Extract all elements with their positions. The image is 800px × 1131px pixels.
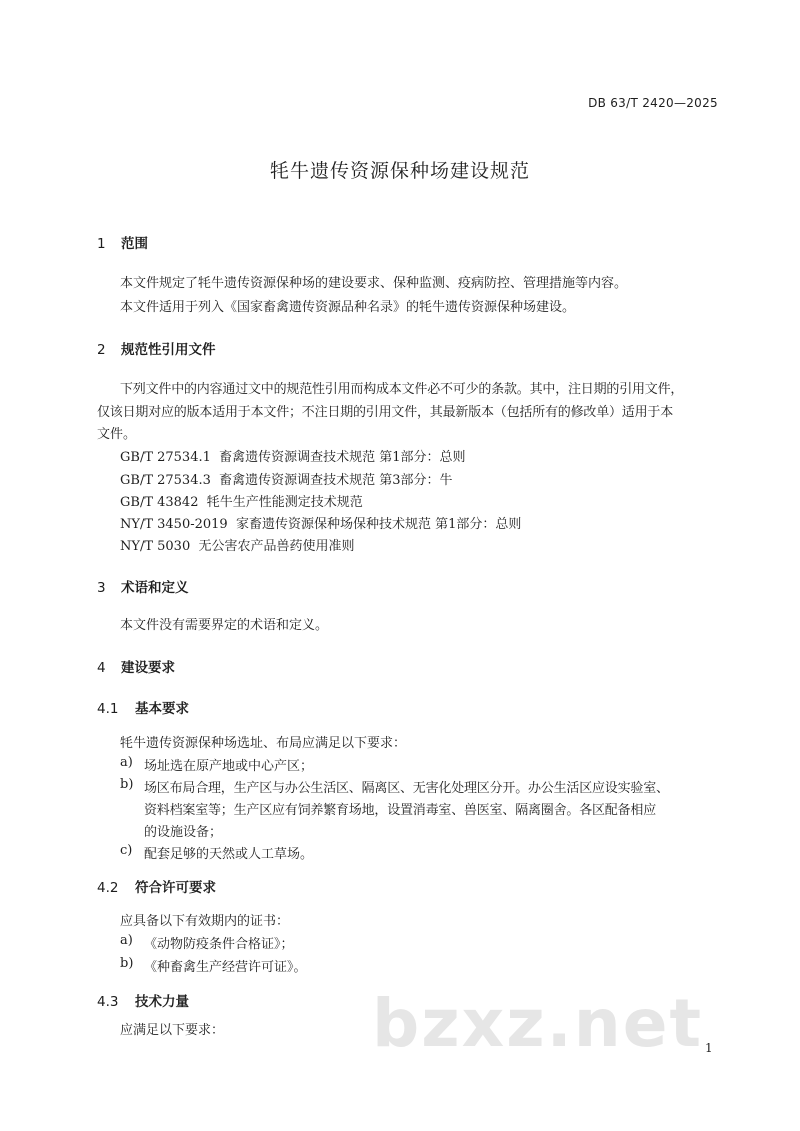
list-text-line-2: 资料档案室等；生产区应有饲养繁育场地，设置消毒室、兽医室、隔离圈舍。各区配备相应 (144, 803, 657, 818)
section-3-heading (97, 576, 189, 596)
list-text: 《动物防疫条件合格证》； (144, 937, 294, 952)
s1-paragraph-2: 本文件适用于列入《国家畜禽遗传资源品种名录》的牦牛遗传资源保种场建设。 (120, 300, 576, 315)
reference-code: GB/T 27534.3 (120, 473, 211, 488)
s41-intro: 牦牛遗传资源保种场选址、布局应满足以下要求： (120, 736, 407, 751)
s42-intro: 应具备以下有效期内的证书： (120, 914, 290, 929)
section-number: 2 (97, 342, 106, 358)
reference-title: 无公害农产品兽药使用准则 (198, 539, 355, 554)
section-4-2-heading (97, 876, 216, 896)
reference-code: GB/T 27534.1 (120, 450, 211, 465)
section-title: 规范性引用文件 (121, 342, 216, 358)
section-title: 范围 (121, 236, 148, 252)
section-number: 1 (97, 236, 106, 252)
section-title: 基本要求 (135, 701, 189, 717)
s1-paragraph-1: 本文件规定了牦牛遗传资源保种场的建设要求、保种监测、疫病防控、管理措施等内容。 (120, 276, 628, 291)
list-text-line-3: 的设施设备； (144, 825, 223, 840)
list-marker: b) (120, 956, 134, 971)
s2-paragraph-line-1: 下列文件中的内容通过文中的规范性引用而构成本文件必不可少的条款。其中，注日期的引用文件， (120, 382, 684, 397)
section-number: 4 (97, 660, 106, 676)
reference-title: 畜禽遗传资源调查技术规范 第3部分：牛 (219, 473, 453, 488)
page-number: 1 (705, 1041, 713, 1055)
s2-paragraph-line-3: 文件。 (97, 427, 137, 442)
section-title: 符合许可要求 (135, 880, 216, 896)
list-item-b (120, 777, 720, 843)
list-marker: c) (120, 843, 133, 858)
reference-code: GB/T 43842 (120, 495, 199, 510)
section-number: 4.1 (97, 701, 119, 717)
section-1-heading (97, 232, 148, 252)
reference-item (120, 446, 466, 465)
reference-code: NY/T 5030 (120, 539, 191, 554)
s3-paragraph: 本文件没有需要界定的术语和定义。 (120, 618, 329, 633)
reference-title: 畜禽遗传资源调查技术规范 第1部分：总则 (219, 450, 466, 465)
list-marker: b) (120, 777, 134, 792)
reference-item (120, 491, 363, 510)
section-2-heading (97, 338, 216, 358)
section-title: 术语和定义 (121, 580, 189, 596)
list-marker: a) (120, 933, 133, 948)
reference-code: NY/T 3450-2019 (120, 517, 228, 532)
section-number: 4.2 (97, 880, 119, 896)
list-text-line-1: 场区布局合理，生产区与办公生活区、隔离区、无害化处理区分开。办公生活区应设实验室、 (144, 781, 669, 796)
section-number: 4.3 (97, 994, 119, 1010)
s2-paragraph-line-2: 仅该日期对应的版本适用于本文件；不注日期的引用文件，其最新版本（包括所有的修改单）适用于本 (97, 405, 674, 420)
section-4-heading (97, 656, 175, 676)
list-text: 配套足够的天然或人工草场。 (144, 847, 314, 862)
reference-item (120, 535, 355, 554)
list-text: 场址选在原产地或中心产区； (144, 759, 314, 774)
document-title: 牦牛遗传资源保种场建设规范 (269, 160, 530, 182)
reference-title: 牦牛生产性能测定技术规范 (206, 495, 363, 510)
section-4-1-heading (97, 697, 189, 717)
section-4-3-heading (97, 990, 189, 1010)
section-title: 建设要求 (121, 660, 175, 676)
s43-intro: 应满足以下要求： (120, 1023, 225, 1038)
reference-item (120, 469, 453, 488)
section-number: 3 (97, 580, 106, 596)
standard-code: DB 63/T 2420—2025 (588, 96, 718, 110)
reference-item (120, 513, 521, 532)
list-text: 《种畜禽生产经营许可证》。 (144, 960, 307, 975)
section-title: 技术力量 (135, 994, 189, 1010)
watermark: bzxz.net (372, 985, 704, 1062)
list-marker: a) (120, 755, 133, 770)
reference-title: 家畜遗传资源保种场保种技术规范 第1部分：总则 (235, 517, 522, 532)
